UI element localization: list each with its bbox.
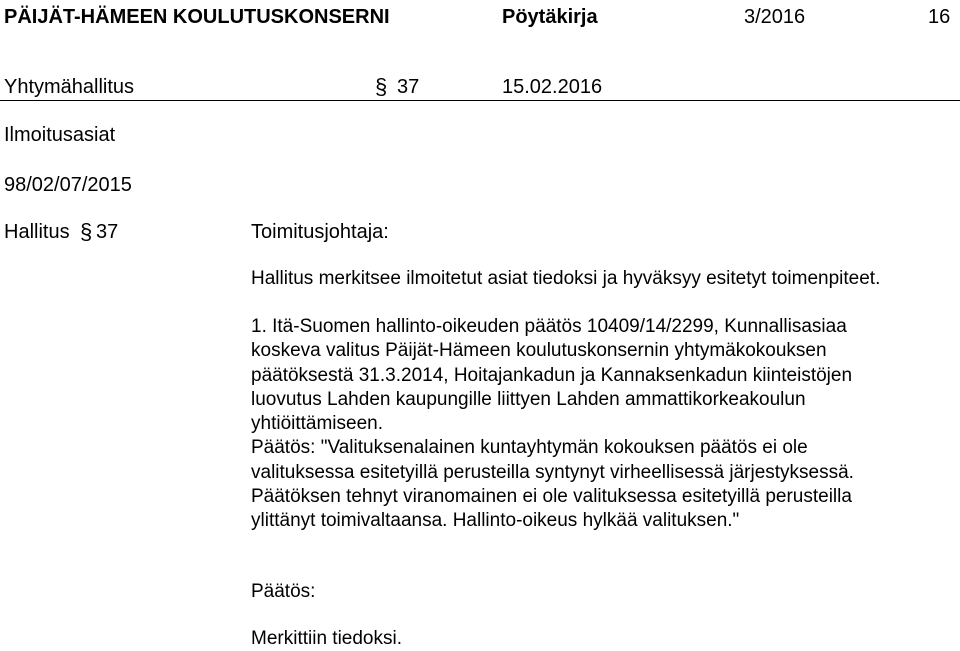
section-symbol: § [375, 74, 388, 99]
prep-section-symbol: § [80, 219, 93, 244]
document-type: Pöytäkirja [502, 6, 598, 28]
meeting-date: 15.02.2016 [502, 76, 603, 98]
notice-line: luovutus Lahden kaupungille liittyen Lahden ammattikorkeakoulun [251, 388, 806, 410]
item-reference: 98/02/07/2015 [4, 174, 132, 196]
section-number: 37 [397, 76, 420, 98]
proposal-text: Hallitus merkitsee ilmoitetut asiat tiedoksi ja hyväksyy esitetyt toimenpiteet. [251, 268, 881, 289]
organization-name: PÄIJÄT-HÄMEEN KOULUTUSKONSERNI [4, 6, 390, 28]
prep-section-number: 37 [96, 221, 119, 243]
notice-line: Päätös: "Valituksenalainen kuntayhtymän kokouksen päätös ei ole [251, 437, 808, 459]
item-title: Ilmoitusasiat [4, 124, 116, 146]
decision-label: Päätös: [251, 581, 316, 602]
header-divider [0, 100, 960, 101]
page-number: 16 [928, 6, 951, 28]
body-name: Yhtymähallitus [4, 76, 135, 98]
decision-text: Merkittiin tiedoksi. [251, 628, 402, 649]
notice-line: koskeva valitus Päijät-Hämeen koulutuskonsernin yhtymäkokouksen [251, 340, 827, 362]
notice-line: 1. Itä-Suomen hallinto-oikeuden päätös 10409/14/2299, Kunnallisasiaa [251, 316, 847, 337]
notice-line: yhtiöittämiseen. [251, 413, 384, 435]
notice-line: ylittänyt toimivaltaansa. Hallinto-oikeus hylkää valituksen." [251, 510, 740, 532]
prep-body: Hallitus [4, 221, 70, 243]
presenter-label: Toimitusjohtaja: [251, 221, 389, 243]
notice-block [251, 315, 854, 534]
notice-line: päätöksestä 31.3.2014, Hoitajankadun ja Kannaksenkadun kiinteistöjen [251, 364, 853, 386]
notice-line: valituksessa esitetyillä perusteilla syntynyt virheellisessä järjestyksessä. [251, 461, 854, 483]
document-number: 3/2016 [744, 6, 806, 28]
notice-line: Päätöksen tehnyt viranomainen ei ole valituksessa esitetyillä perusteilla [251, 486, 852, 508]
